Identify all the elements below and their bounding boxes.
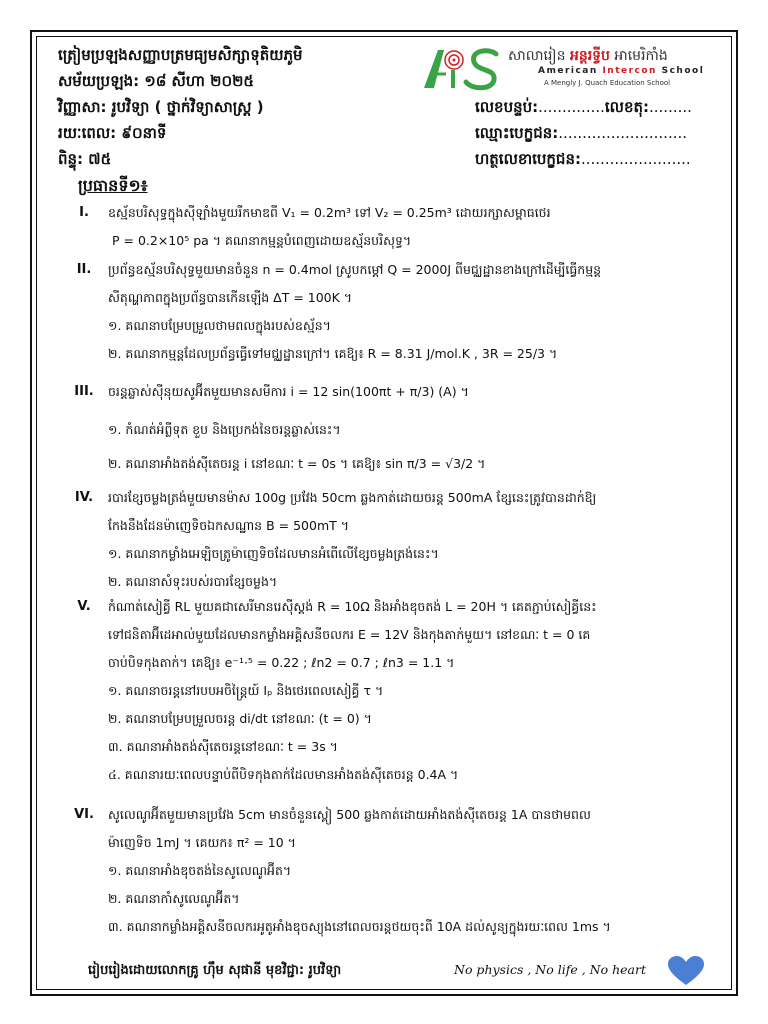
question-line: ១. គណនាបម្រែបម្រួលថាមពលក្នុងរបស់ឧស្ម័ន។: [108, 318, 331, 333]
question-line: ២. គណនាកាំសូលេណូអ៊ីត។: [108, 891, 240, 906]
room-label: លេខបន្ទប់:: [475, 98, 539, 116]
question-number: III.: [74, 384, 94, 399]
question-line: សីតុណ្ហភាពក្នុងប្រព័ន្ធបានកើនឡើង ΔT = 100K ។: [108, 290, 353, 305]
question-line: ១. គណនាកម្លាំងអេឡិចត្រូម៉ាញេទិចដែលមានអំពើលើខ្សែចម្លងត្រង់នេះ។: [108, 546, 439, 561]
logo-khmer-name: សាលារៀន អន្តរទ្វីប អាមេរិកាំង: [508, 48, 668, 64]
motto: No physics , No life , No heart: [454, 962, 647, 977]
exam-duration: រយៈពេល: ៩០នាទី: [58, 124, 167, 142]
exam-title: ត្រៀមប្រឡងសញ្ញាបត្រមធ្យមសិក្សាទុតិយភូមិ: [58, 46, 303, 64]
room-seat-row: [475, 98, 692, 120]
question-line: ១. គណនាអាំងឌុចតង់នៃសូលេណូអ៊ីត។: [108, 863, 292, 878]
question-line: ចាប់បិទកុងតាក់។ គេឱ្យ៖ e⁻¹·⁵ = 0.22 ; ℓn2 = 0.7 ; ℓn3 = 1.1 ។: [108, 655, 455, 670]
seat-label: លេខតុ:: [604, 98, 649, 116]
topic-heading: ប្រធានទី១៖: [78, 176, 148, 195]
logo-english-name: American Intercon School: [538, 66, 705, 76]
signature-row: [475, 150, 691, 172]
room-field: ..............: [538, 98, 605, 116]
question-line: កែងនឹងដែនម៉ាញេទិចឯកសណ្ឋាន B = 500mT ។: [108, 518, 349, 533]
exam-subject: វិញ្ញាសា: រូបវិទ្យា ( ថ្នាក់វិទ្យាសាស្ត្រ ): [58, 98, 264, 116]
question-line: ២. គណនាបម្រែបម្រួលចរន្ត di/dt នៅខណៈ (t = 0) ។: [108, 711, 372, 726]
question-line: ២. គណនាសំទុះរបស់របារខ្សែចម្លង។: [108, 574, 278, 589]
question-line: ៤. គណនារយៈពេលបន្ទាប់ពីបិទកុងតាក់ដែលមានអាំងតង់ស៊ីតេចរន្ត 0.4A ។: [108, 767, 459, 782]
candidate-name-row: [475, 124, 687, 146]
question-line: ២. គណនាអាំងតង់ស៊ីតេចរន្ត i នៅខណៈ t = 0s ។ គេឱ្យ៖ sin π/3 = √3/2 ។: [108, 456, 486, 471]
signature-label: ហត្ថលេខាបេក្ខជន:: [475, 150, 581, 168]
question-line: ៣. គណនាអាំងតង់ស៊ីតេចរន្តនៅខណៈ t = 3s ។: [108, 739, 338, 754]
question-line: ១. គណនាចរន្តនៅរបបអចិន្ត្រៃយ៍ Iₚ និងថេរពេលសៀគ្វី τ ។: [108, 683, 384, 698]
question-line: ឧស្ម័នបរិសុទ្ធក្នុងស៊ីឡាំងមួយរីកមាឌពី V₁ = 0.2m³ ទៅ V₂ = 0.25m³ ដោយរក្សាសម្ពាធថេរ: [108, 205, 551, 220]
candidate-name-label: ឈ្មោះបេក្ខជន:: [475, 124, 559, 142]
question-line: សូលេណូអ៊ីតមួយមានប្រវែង 5cm មានចំនួនស្ពៀ 500 ឆ្លងកាត់ដោយអាំងតង់ស៊ីតេចរន្ត 1A បានថាមពល: [108, 807, 591, 822]
logo-subtitle: A Mengly J. Quach Education School: [544, 79, 671, 87]
question-line: P = 0.2×10⁵ pa ។ គណនាកម្មន្តបំពេញដោយឧស្ម័នបរិសុទ្ធ។: [112, 233, 412, 248]
school-logo: [420, 44, 720, 94]
ais-logo-icon: [420, 44, 502, 92]
question-number: I.: [79, 205, 89, 220]
exam-score: ពិន្ទុ: ៧៥: [58, 150, 112, 168]
signature-field: .......................: [580, 150, 691, 168]
heart-icon: [668, 956, 704, 986]
question-line: ប្រព័ន្ធឧស្ម័នបរិសុទ្ធមួយមានចំនួន n = 0.4mol ស្រូបកម្ដៅ Q = 2000J ពីមជ្ឈដ្ឋានខាងក្រៅដើម្បីធ្វើកម្មន្ត: [108, 262, 602, 277]
question-line: ម៉ាញេទិច 1mJ ។ គេយក៖ π² = 10 ។: [108, 835, 296, 850]
question-line: ទៅជនិតាអ៊ីដេអាល់មួយដែលមានកម្លាំងអគ្គិសនីចលករ E = 12V និងកុងតាក់មួយ។ នៅខណៈ t = 0 គេ: [108, 627, 591, 642]
question-number: IV.: [74, 490, 94, 505]
question-number: II.: [76, 262, 92, 277]
question-line: កំណាត់សៀគ្វី RL មួយគជាសេរីមានរេស៊ីស្តង់ R = 10Ω និងអាំងឌុចតង់ L = 20H ។ គេតភ្ជាប់សៀគ្វីនេះ: [108, 599, 597, 614]
question-line: ៣. គណនាកម្លាំងអគ្គិសនីចលករអូតូអាំងឌុចស្យុងនៅពេលចរន្តថយចុះពី 10A ដល់សូន្យក្នុងរយៈពេល 1ms ។: [108, 919, 611, 934]
question-line: ចរន្តឆ្លាស់ស៊ីនុយសូអ៊ីតមួយមានសមីការ i = 12 sin(100πt + π/3) (A) ។: [108, 384, 469, 399]
candidate-name-field: ...........................: [558, 124, 688, 142]
question-number: VI.: [74, 807, 94, 822]
question-line: ១. កំណត់អំព្លីទុត ខួប និងប្រេកង់នៃចរន្តឆ្លាស់នេះ។: [108, 422, 341, 437]
question-number: V.: [77, 599, 91, 614]
question-line: របារខ្សែចម្លងត្រង់មួយមានម៉ាស 100g ប្រវែង 50cm ឆ្លងកាត់ដោយចរន្ត 500mA ខ្សែនេះត្រូវបានដាក់ឱ្យ: [108, 490, 597, 505]
author-line: រៀបរៀងដោយលោកគ្រូ ហ៊ឹម សុផានី មុខវិជ្ជា: រូបវិទ្យា: [88, 963, 342, 978]
question-line: ២. គណនាកម្មន្តដែលប្រព័ន្ធធ្វើទៅមជ្ឈដ្ឋានក្រៅ។ គេឱ្យ៖ R = 8.31 J/mol.K , 3R = 25/3 ។: [108, 346, 558, 361]
exam-session: សម័យប្រឡង: ១៨ សីហា ២០២៥: [58, 72, 255, 90]
seat-field: .........: [649, 98, 692, 116]
